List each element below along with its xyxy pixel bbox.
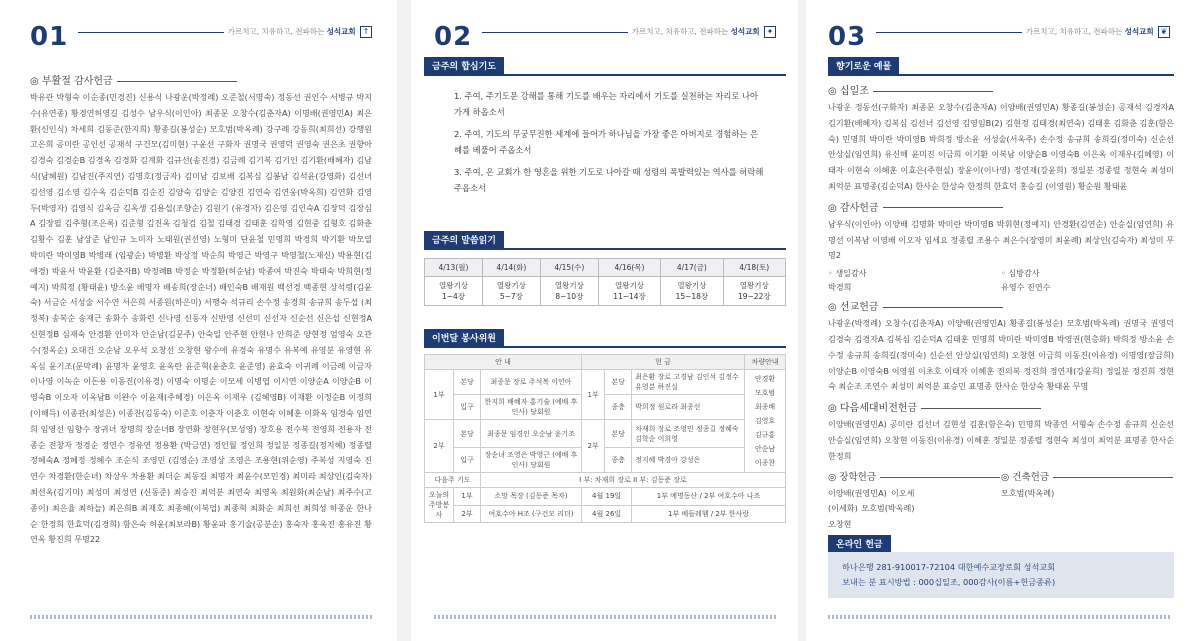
leaf-icon: ❦ (1158, 26, 1170, 38)
donor-list: 나광운(박정례) 오창수(김춘자A) 이양배(권영민A) 황종길(봉성순) 모호범(박옥례) 권명국 권영덕 김경숙 김경자A 김복심 김순덕A 김태훈 민명희 박미란 박미영B 박영권(현층화) 박희정 방소윤 손수정 송규희 송희길(정미숙) 신순선 안상실(임연희) 오창현 이금희 이동진(이유경) 이명영(장금희) 이양순B 이영숙B 이영원 이초호 이태자 이혜훈 전의복 정진희 정연재(강윤희) 정일분 정진희 정현숙 최순조 조연수 최성미 최억분 표승민 표명종 한사순 한상숙 황태윤 무명 (828, 318, 1174, 392)
donor-list: 이양배(권영민A) 이오세(이세화) 모호범(박옥례) 오창현 (828, 487, 915, 530)
kitchen-label: 오늘의 주방봉사 (425, 488, 454, 523)
church-name: 성석교회 (1124, 27, 1154, 36)
special-thanks (828, 266, 1174, 294)
church-motto (632, 26, 776, 38)
page-1 (8, 0, 394, 641)
section-tag: 이번달 봉사위원 (424, 329, 504, 346)
prayer-section (424, 54, 786, 202)
motto-text: 가르치고, 치유하고, 전파하는 (1025, 27, 1123, 36)
offerings-section (828, 54, 1174, 533)
service-place: 본당 (605, 420, 632, 448)
church-logo-icon: ↑ (360, 26, 372, 38)
birthday-label: ◦ 생일감사 (828, 268, 867, 279)
service-part: 1부 (425, 370, 454, 420)
service-table (424, 354, 786, 523)
visit-names: 유영수 진연수 (1001, 282, 1051, 293)
guide-names: 장순녀 조영은 박영근 (예배 후 인사) 당회원 (481, 448, 582, 473)
scholar-build-block (828, 469, 1174, 533)
footer-dots (30, 615, 372, 619)
kitchen-detail: 1부 베들레헴 / 2부 한사랑 (632, 505, 786, 523)
service-part: 1부 (582, 370, 605, 420)
reading-cell: 열왕기상 19~22장 (723, 277, 785, 306)
service-part: 1부 (454, 488, 481, 506)
reading-day: 4/15(수) (540, 259, 598, 277)
reading-table (424, 258, 786, 306)
col-offering: 헌 금 (582, 355, 745, 370)
section-tag: 금주의 합심기도 (424, 57, 504, 74)
church-name: 성석교회 (730, 27, 760, 36)
page-3 (806, 0, 1192, 641)
page-number: 03 (828, 22, 867, 52)
donor-list: 남우식(이인아) 이양배 김명화 박미란 박미영B 박휘현(정예지) 안경환(김연순) 안승실(임연희) 유명선 이복남 이영배 이오자 임세요 정종렬 조용수 최은수(장영미 최윤례) 최상인(김숙자) 최성미 무명2 (828, 218, 1174, 261)
section-heading: ◎ 선교헌금 (828, 298, 1174, 313)
tag-rule (424, 248, 786, 250)
header-rule (482, 32, 628, 33)
donor-list: 이양배(권영민A) 공미란 김선녀 김현성 김훈(함은숙) 민명희 박종연 서형숙 손수정 송규희 신순선 안승실(임연희) 오창현 이동진(이유경) 이혜훈 정일분 정종렬 정현숙 최성미 최억분 표명종 한사순 한정희 (828, 419, 1174, 461)
church-motto (1026, 26, 1170, 38)
service-section (424, 326, 786, 523)
section-heading: ◎ 장학헌금 (828, 469, 915, 483)
section-heading: ◎ 건축헌금 (1001, 469, 1088, 483)
reading-cell: 열왕기상 5~7장 (482, 277, 540, 306)
church-name: 성석교회 (326, 27, 356, 36)
header-rule (876, 32, 1022, 33)
reading-day: 4/13(월) (425, 259, 483, 277)
kitchen-date: 4월 26일 (582, 505, 632, 523)
kitchen-detail: 1부 예명동산 / 2부 여호수아 나조 (632, 488, 786, 506)
section-tag: 향기로운 예물 (828, 57, 899, 74)
offering-names: 차재희 장로 조영민 정종길 정혜숙 김학순 이희영 (632, 420, 745, 448)
kitchen-team: 소망 목장 (김동준 목자) (481, 488, 582, 506)
tag-rule (424, 346, 786, 348)
header-rule (78, 32, 224, 33)
donor-list: 나광운 정동선(구화자) 최종문 오창수(김춘자A) 이양배(권영민A) 황종길(봉성순) 공재석 김경자A 김기환(배혜자) 김복심 김선녀 김선영 김영임B(2) 김현정 김태경(최연숙) 김태훈 김화춘 김훈(함은숙) 민명희 박미란 박미영B 박희정 방소윤 서성술(서옥주) 손수정 송규희 송희길(정미숙) 신순선 안상실(임연희) 유신해 윤미진 이금희 이기환 이복남 이양순B 이영숙B 이은옥 이재우(김혜영) 이태자 이현숙 이혜훈 이효은(주현실) 장윤이(이나영) 정연재(강윤희) 정일분 정종렬 정현숙 최성미 최억분 표명종(김순덕A) 한사순 한상숙 한정희 한효덕 홍승길 (이영원) 황순원 황태윤 (828, 102, 1174, 191)
reading-section (424, 228, 786, 306)
section-heading: ◎ 다음세대비전헌금 (828, 399, 1174, 414)
donor-list: 박유관 박형숙 이순종(민경진) 신용식 나광운(박정례) 오준철(서명숙) 정동선 권인수 서병규 박지수(유연종) 황경연허영길 김성수 남우식(이인아) 최종문 오창수(김춘자A) 이명배(권영민A) 최은환(신인식) 차세희 김동준(한지희) 황종길(봉성순) 모호범(박옥례) 강구례 강동희(최희선) 강행원 고은희 공미란 공인선 공재석 구건모(김미현) 구윤선 구화자 권명국 권영덕 권영숙 권은초 권향아 김경숙 김경순B 김경옥 김경화 김계화 김규선(송진경) 김금례 김기복 김기인 김기환(배혜자) 김남식(남혜원) 김남진(주지연) 김명호(정금자) 김미남 김보배 김복심 김봉남 김석윤(강영화) 김선녀 김선영 김소영 김수옥 김순덕B 김순진 김양숙 김양순 김양진 김연숙 김연웅(박옥희) 김연화 김영두(박영자) 김영식 김옥금 김옥생 김용섭(조향순) 김원기 (유경자) 김은영 김인숙A 김장덕 김장심A 김장필 김주형(조은록) 김준형 김진옥 김청검 김철 김태경 김태훈 김학영 김현중 김형호 김화춘 김황수 김훈 남상준 남인규 노미자 노태원(권선영) 노형미 단윤철 민명희 박경희 박기환 박모열 박미란 박미영B 박병래 (임광순) 박병환 박상정 박순희 박영근 박영구 박영철(노재신) 박용현(김애경) 박윤서 박윤환 (김춘자B) 박정례B 박정순 박정환(허순남) 박종여 박진숙 박태숙 박희현(정예지) 박희정 (황태윤) 방소윤 배명자 배송희(장순녀) 배인숙B 배재원 백선경 백종현 상석령(김윤숙) 서금순 서성술 서수연 서은희 서종원(하은미) 서행숙 석규리 손수정 송경희 송규희 송두섭 (최정복) 송복순 송재근 송화수 송화련 신나영 신동자 신반영 신선미 신선자 신순선 신은섭 신현정A 신현정B 심재숙 안경환 안미자 안순남(김문주) 안숙일 안주현 안현나 안희준 양현정 엄영숙 오관수(정옥순) 오대건 오순남 오우석 오창선 오창현 왕수애 유경숙 유명수 유복예 유영분 유영현 유옥심 윤기조(문막례) 윤명자 윤영호 윤옥란 윤준혁(윤춘호 윤준영) 윤효숙 이귀례 이금례 이금자 이나영 이녹순 이돈용 이동진(이유경) 이명숙 이명순 이모세 이병엽 이시연 이양순A 이양순B 이영숙B 이오자 이옥남B 이완수 이윤재(주혜경) 이은옥 이재우 (김혜영B) 이재환 이정순B 이정희(이해득) 이종관(최성은) 이종찬(김동숙) 이준호 이춘자 이춘호 이현숙 이혜훈 이화옥 임경숙 임연희 임영선 임향수 장귀녀 장명희 장순녀B 장연화 장현우(모성영) 장호용 전수복 전영희 전용자 전종순 전창자 정경순 정연수 정유연 정용환 (박금연) 정인월 정인희 정일분 정종길(정지혜) 정종렬 정혜숙A 정혜정 정혜수 조순식 조영민 (김영순) 조영상 조영은 조용현(위순영) 주복성 지영숙 진연수 차경환(한순녀) 차상우 차용환 최더순 최동길 최명자 최윤수(모민경) 최미라 최상인(김숙자) 최선옥(김기미) 최성미 최성연 (신동준) 최승진 최억분 최연숙 최영옥 최원화(최순남) 최주수(고종이) 최은율 최하늘) 최은희B 최재호 최종혜(이복업) 최종혁 최화순 최희선 최희성 하종운 한나순 한정희 한효덕(김경희) 함은숙 허윤(최보라B) 황윤파 홍기술(공분순) 홍숙자 홍옥진 홍유진 황연옥 황진희 무명22 (30, 92, 372, 545)
tag-rule (828, 74, 1174, 76)
next-gen-block (828, 399, 1174, 464)
tag-rule (424, 74, 786, 76)
reading-cell: 열왕기상 8~10장 (540, 277, 598, 306)
section-heading: ◎ 부활절 감사헌금 (30, 72, 372, 87)
col-car: 차량안내 (745, 355, 786, 370)
col-guide: 안 내 (425, 355, 582, 370)
footer-dots (828, 615, 1170, 619)
reading-cell: 열왕기상 11~14장 (598, 277, 660, 306)
bank-account: 하나은행 281-910017-72104 대한예수교장로회 성석교회 (842, 562, 1056, 572)
easter-offering-section (30, 72, 372, 548)
next-prayer-label: 다음주 기도 (425, 473, 481, 488)
service-place: 종층 (605, 448, 632, 473)
birthday-names: 박경희 (828, 282, 852, 293)
donor-list: 모호범(박옥례) (1001, 487, 1055, 498)
service-place: 종층 (605, 395, 632, 420)
section-tag: 금주의 말씀읽기 (424, 231, 504, 248)
sender-note: 보내는 분 표시방법 : 000십일조, 000감사(이름+헌금종류) (842, 577, 1056, 587)
section-heading: ◎ 십일조 (828, 82, 1174, 97)
service-part: 2부 (582, 420, 605, 473)
prayer-item: 1. 주여, 주기도문 강해를 통해 기도를 배우는 자리에서 기도를 실천하는 자리로 나아가게 하옵소서 (454, 91, 759, 117)
page-number: 01 (30, 22, 69, 52)
church-motto (228, 26, 372, 38)
service-place: 입구 (454, 448, 481, 473)
mission-block (828, 298, 1174, 395)
reading-day: 4/16(목) (598, 259, 660, 277)
car-guide-names: 안경환 모호범 최종배 김영호 김규홍 안순남 이종찬 (745, 370, 786, 473)
next-prayer-value: I 부: 차재희 장로 II 부: 김동준 장로 (481, 473, 786, 488)
footer-dots (434, 615, 776, 619)
service-part: 2부 (454, 505, 481, 523)
reading-cell: 열왕기상 1~4장 (425, 277, 483, 306)
page-2 (412, 0, 798, 641)
prayer-list (424, 88, 786, 196)
page-number: 02 (434, 22, 473, 52)
reading-day: 4/18(토) (723, 259, 785, 277)
kitchen-date: 4월 19일 (582, 488, 632, 506)
motto-text: 가르치고, 치유하고, 전파하는 (631, 27, 729, 36)
reading-day: 4/14(화) (482, 259, 540, 277)
dove-icon: ✦ (764, 26, 776, 38)
guide-names: 최종문 임경인 오순남 윤기조 (481, 420, 582, 448)
service-place: 본당 (454, 370, 481, 395)
motto-text: 가르치고, 치유하고, 전파하는 (227, 27, 325, 36)
reading-cell: 열왕기상 15~18장 (661, 277, 723, 306)
offering-names: 정지혜 박경아 강성은 (632, 448, 745, 473)
reading-day: 4/17(금) (661, 259, 723, 277)
tithe-block (828, 82, 1174, 195)
offering-names: 최은환 장로 고경남 김인석 김정수 유영분 하진실 (632, 370, 745, 395)
section-heading: ◎ 감사헌금 (828, 199, 1174, 214)
guide-names: 최종문 장로 주석복 이인아 (481, 370, 582, 395)
thanks-block (828, 199, 1174, 294)
prayer-item: 3. 주여, 온 교회가 한 영혼을 위한 기도로 나아갈 때 성령의 폭발력있는 역사를 허락해 주옵소서 (454, 167, 764, 193)
page-gutter (397, 0, 411, 641)
service-place: 본당 (605, 370, 632, 395)
section-tag: 온라인 헌금 (828, 535, 891, 552)
service-place: 본당 (454, 420, 481, 448)
kitchen-team: 여호수아 H조 (구건모 리더) (481, 505, 582, 523)
offering-names: 박희정 원로라 최종선 (632, 395, 745, 420)
online-offering (828, 532, 1174, 598)
visit-label: ◦ 심방감사 (1001, 268, 1040, 279)
prayer-item: 2. 주여, 기도의 무궁무진한 세계에 들어가 하나님을 가장 좋은 아버지로 경험하는 은혜를 베풀어 주옵소서 (454, 129, 759, 155)
service-place: 입구 (454, 395, 481, 420)
guide-names: 한지희 배혜자 홍기술 (예배 후 인사) 당회원 (481, 395, 582, 420)
service-part: 2부 (425, 420, 454, 473)
online-info (828, 552, 1174, 598)
